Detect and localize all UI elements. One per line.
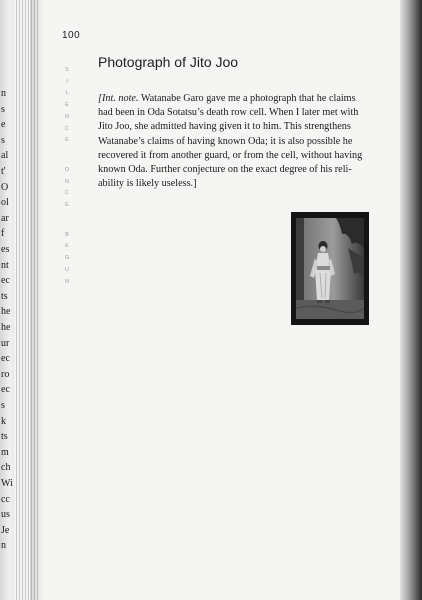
photograph-woman-in-kimono-icon xyxy=(296,218,364,319)
left-page-text-fragment: us xyxy=(1,509,10,521)
left-page-text-fragment: ar xyxy=(1,212,9,224)
previous-page-edge xyxy=(0,0,14,600)
right-page-edge xyxy=(400,0,422,600)
left-page-text-fragment: Wi xyxy=(1,478,13,489)
vertical-title-letter: E xyxy=(65,243,69,250)
photograph-image xyxy=(296,218,364,319)
body-line xyxy=(98,163,360,177)
left-page-text-fragment: al xyxy=(1,150,9,162)
vertical-title-letter: O xyxy=(64,166,70,173)
left-page-text-fragment: he xyxy=(1,306,11,318)
left-page-text-fragment: f xyxy=(1,228,5,240)
body-line xyxy=(98,92,360,106)
left-page-text-fragment: ec xyxy=(1,384,10,396)
body-line xyxy=(98,120,360,134)
vertical-title-letter: I xyxy=(66,78,68,85)
body-line-text: Watanabe’s claims of having known Oda; it is also possible he xyxy=(98,135,353,147)
body-line-text: known Oda. Further conjecture on the exact degree of his reli- xyxy=(98,164,352,176)
vertical-title-letter: S xyxy=(65,67,69,73)
body-line-text: had been in Oda Sotatsu’s death row cell. When I later met with xyxy=(98,107,359,119)
title-word-gap xyxy=(62,147,72,165)
vertical-section-title xyxy=(62,65,72,288)
left-page-text-fragment: es xyxy=(1,244,10,255)
vertical-title-letter: E xyxy=(65,202,69,209)
body-line-text: Watanabe Garo gave me a photograph that he claims xyxy=(138,93,356,104)
body-line xyxy=(98,135,360,149)
vertical-title-letter: E xyxy=(65,137,69,144)
left-page-text-fragment: n xyxy=(1,540,6,552)
left-page-text-fragment: nt xyxy=(1,259,9,271)
left-page-text-fragment: O xyxy=(1,181,9,193)
left-page-text-fragment: he xyxy=(1,322,11,333)
vertical-title-letter: U xyxy=(65,266,69,273)
vertical-title-letter: C xyxy=(65,125,69,132)
left-page-text-fragment: s xyxy=(1,400,5,411)
body-line xyxy=(98,106,360,120)
page-heading: Photograph of Jito Joo xyxy=(98,54,239,70)
vertical-title-letter: L xyxy=(65,90,69,97)
left-page-text-fragment: ur xyxy=(1,337,10,349)
body-line-text: recovered it from another guard, or from the cell, without having xyxy=(98,149,363,161)
left-page-text-fragment: m xyxy=(1,446,9,458)
body-line-text: Jito Joo, she admitted having given it to him. This strengthens xyxy=(98,121,351,133)
photograph xyxy=(291,212,369,325)
body-line xyxy=(98,177,360,191)
left-page-text-fragment: ro xyxy=(1,368,10,380)
left-page-text-fragment: cc xyxy=(1,493,10,505)
gutter-shadow xyxy=(30,0,44,600)
left-page-text-fragment: ts xyxy=(1,431,8,443)
left-page-text-fragment: ec xyxy=(1,275,10,287)
left-page-text-fragment: ch xyxy=(1,462,11,474)
title-word-gap xyxy=(62,212,72,230)
vertical-title-letter: N xyxy=(65,278,69,285)
vertical-title-letter: G xyxy=(64,255,70,262)
vertical-title-letter: N xyxy=(65,178,69,185)
left-page-text-fragment: k xyxy=(1,415,6,427)
left-page-text-fragment: s xyxy=(1,134,5,146)
body-paragraph xyxy=(98,92,363,191)
left-page-text-fragment: e xyxy=(1,119,6,131)
left-page-text-fragment: ol xyxy=(1,197,9,209)
vertical-title-letter: E xyxy=(65,102,69,109)
left-page-text-fragment: ec xyxy=(1,353,10,365)
left-page-text-fragment: s xyxy=(1,103,5,115)
italic-note-label: [Int. note. xyxy=(98,93,139,104)
vertical-title-letter: N xyxy=(65,113,69,120)
left-page-text-fragment: n xyxy=(1,88,6,99)
page-number: 100 xyxy=(62,30,81,41)
left-page-text-fragment: t' xyxy=(1,166,6,177)
left-page-text-fragment: Je xyxy=(1,524,10,536)
left-page-text-fragment: ts xyxy=(1,290,8,302)
body-line xyxy=(98,149,363,163)
vertical-title-letter: B xyxy=(65,231,69,238)
body-line-text: ability is likely useless.] xyxy=(98,178,197,190)
vertical-title-letter: C xyxy=(65,190,69,197)
